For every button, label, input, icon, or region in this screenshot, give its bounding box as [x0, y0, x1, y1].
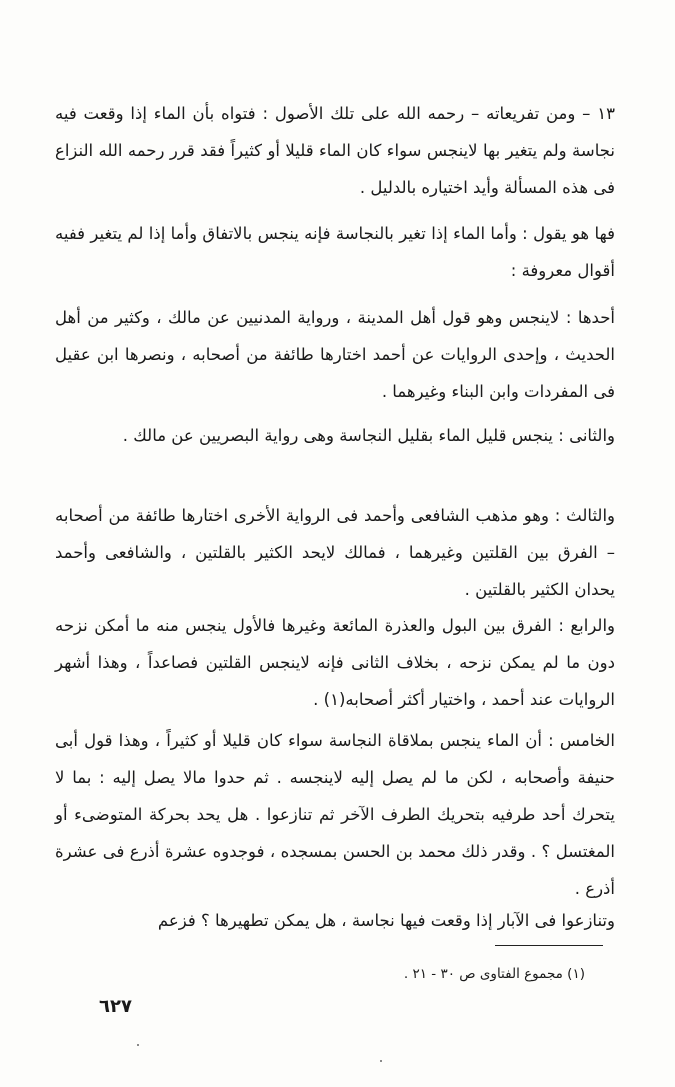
- paragraph-third-opinion: والثالث : وهو مذهب الشافعى وأحمد فى الرواية الأخرى اختارها طائفة من أصحابه – الفرق بين القلتين وغيرهما ، فمالك لايحد الكثير بالقلتين ، والشافعى وأحمد يحدان الكثير بالقلتين .: [55, 505, 615, 599]
- paragraph-second-opinion: والثانى : ينجس قليل الماء بقليل النجاسة وهى رواية البصريين عن مالك .: [122, 425, 615, 445]
- footnote-divider: [495, 945, 603, 946]
- paragraph-fourth-opinion: والرابع : الفرق بين البول والعذرة المائعة وغيرها فالأول ينجس منه ما أمكن نزحه دون ما لم يمكن نزحه ، بخلاف الثانى فإنه لاينجس القلتين فصاعداً ، وهذا أشهر الروايات عند أحمد ، واختيار أكثر أصحابه(١) .: [55, 615, 615, 709]
- paragraph-fifth-opinion: الخامس : أن الماء ينجس بملاقاة النجاسة سواء كان قليلا أو كثيراً ، وهذا قول أبى حنيفة وأصحابه ، لكن ما لم يصل إليه لاينجسه . ثم حدوا مالا يصل إليه : بما لا يتحرك أحد طرفيه بتحريك الطرف الآخر ثم تنازعوا . هل يحد بحركة المتوضىء أو المغتسل ؟ . وقدر ذلك محمد بن الحسن بمسجده ، فوجدوه عشرة أذرع فى عشرة أذرع .: [55, 730, 615, 898]
- paragraph-13-intro: ١٣ – ومن تفريعاته – رحمه الله على تلك الأصول : فتواه بأن الماء إذا وقعت فيه نجاسة ولم يتغير بها لاينجس سواء كان الماء قليلا أو كثيراً فقد قرر رحمه الله النزاع فى هذه المسألة وأيد اختياره بالدليل .: [55, 103, 615, 197]
- page-number: ٦٢٧: [99, 996, 132, 1017]
- scan-speck: [137, 1044, 139, 1046]
- paragraph-quote-intro: فها هو يقول : وأما الماء إذا تغير بالنجاسة فإنه ينجس بالاتفاق وأما إذا لم يتغير ففيه أقوال معروفة :: [55, 223, 615, 280]
- footnote: (١) مجموع الفتاوى ص ٣٠ - ٢١ .: [403, 966, 585, 982]
- scan-speck: [380, 1060, 382, 1062]
- paragraph-first-opinion: أحدها : لاينجس وهو قول أهل المدينة ، ورواية المدنيين عن مالك ، وكثير من أهل الحديث ، وإحدى الروايات عن أحمد اختارها طائفة من أصحابه ، ونصرها ابن عقيل فى المفردات وابن البناء وغيرهما .: [55, 307, 615, 401]
- paragraph-wells: وتنازعوا فى الآبار إذا وقعت فيها نجاسة ، هل يمكن تطهيرها ؟ فزعم: [157, 910, 615, 930]
